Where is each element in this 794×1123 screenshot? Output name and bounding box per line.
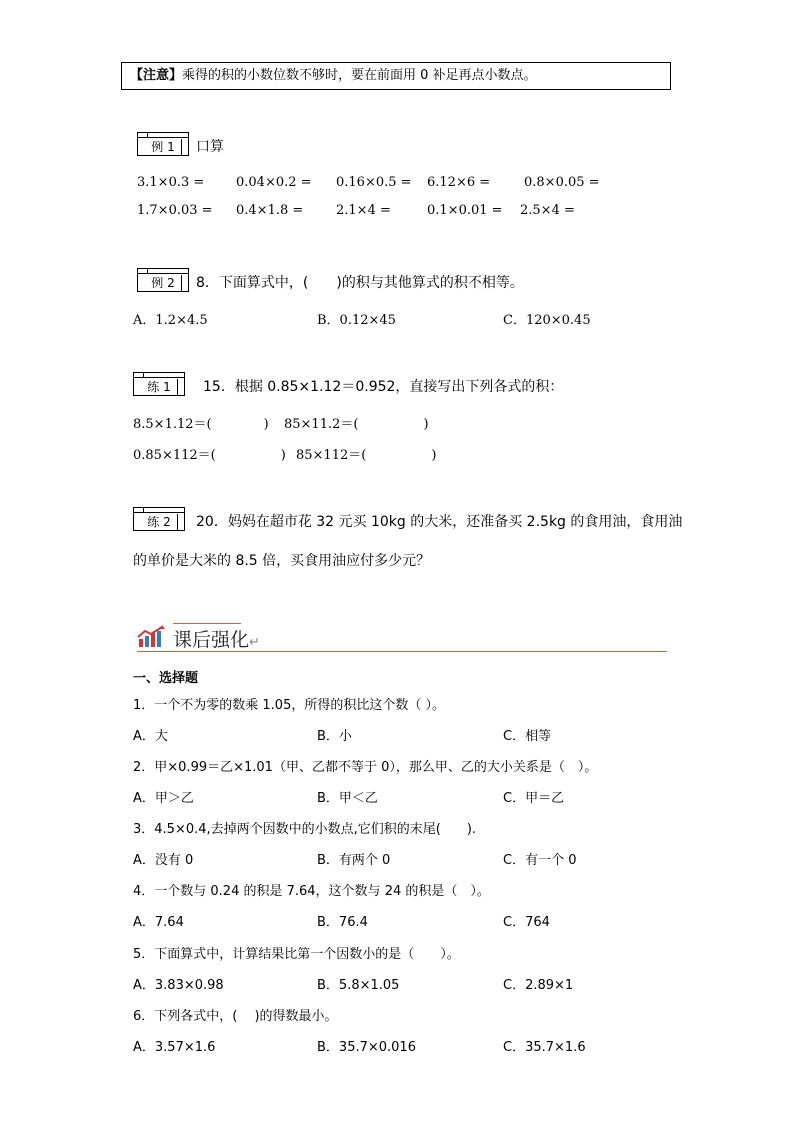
practice2-line1: 20．妈妈在超市花 32 元买 10kg 的大米，还准备买 2.5kg 的食用油，食用油 xyxy=(196,514,683,530)
example1-title: 口算 xyxy=(196,139,224,155)
return-mark: ↵ xyxy=(249,635,260,650)
practice1-line1a: 8.5×1.12＝( ) xyxy=(133,417,269,432)
practice1-line2a: 0.85×112＝( ) xyxy=(133,448,286,463)
note-text: 乘得的积的小数位数不够时，要在前面用 0 补足再点小数点。 xyxy=(182,68,537,83)
q2-option-b: B．甲＜乙 xyxy=(317,791,378,806)
example1-r2-c3: 2.1×4 = xyxy=(336,203,391,218)
example2-tag xyxy=(137,268,189,292)
practice2-tag xyxy=(133,507,185,531)
section-title xyxy=(173,625,260,652)
example1-r2-c5: 2.5×4 = xyxy=(520,203,575,218)
example1-r2-c1: 1.7×0.03 = xyxy=(137,203,213,218)
practice1-line1b: 85×11.2＝( ) xyxy=(284,417,429,432)
example1-r2-c2: 0.4×1.8 = xyxy=(236,203,304,218)
example1-r1-c3: 0.16×0.5 = xyxy=(336,175,412,190)
q3-option-c: C．有一个 0 xyxy=(503,853,577,868)
section-title-text: 课后强化 xyxy=(173,629,250,651)
example2-question: 8．下面算式中，( )的积与其他算式的积不相等。 xyxy=(196,275,524,291)
q6-option-b: B．35.7×0.016 xyxy=(317,1040,416,1055)
example1-r1-c4: 6.12×6 = xyxy=(427,175,491,190)
q3-option-a: A．没有 0 xyxy=(133,853,194,868)
q5-option-c: C．2.89×1 xyxy=(503,978,574,993)
example1-tag-label: 例 1 xyxy=(151,140,175,154)
q4-option-c: C．764 xyxy=(503,915,550,930)
example1-r1-c5: 0.8×0.05 = xyxy=(524,175,600,190)
practice1-line2b: 85×112＝( ) xyxy=(296,448,437,463)
practice1-tag-label: 练 1 xyxy=(147,380,171,394)
example2-tag-label: 例 2 xyxy=(151,276,175,290)
question-6: 6．下列各式中，( )的得数最小。 xyxy=(133,1009,338,1024)
practice1-question: 15．根据 0.85×1.12＝0.952，直接写出下列各式的积： xyxy=(203,379,564,395)
practice2-tag-label: 练 2 xyxy=(147,515,171,529)
note-box xyxy=(121,62,671,90)
question-1: 1．一个不为零的数乘 1.05，所得的积比这个数（ ）。 xyxy=(133,698,445,713)
practice1-tag xyxy=(133,372,185,396)
example1-r1-c1: 3.1×0.3 = xyxy=(137,175,205,190)
question-5: 5．下面算式中，计算结果比第一个因数小的是（ ）。 xyxy=(133,947,460,962)
note-label: 【注意】 xyxy=(130,68,183,83)
q3-option-b: B．有两个 0 xyxy=(317,853,391,868)
q1-option-b: B．小 xyxy=(317,729,352,744)
example2-option-b: B．0.12×45 xyxy=(317,313,396,328)
example2-option-c: C．120×0.45 xyxy=(503,313,591,328)
example1-tag xyxy=(137,132,189,156)
q1-option-a: A．大 xyxy=(133,729,168,744)
q2-option-a: A．甲＞乙 xyxy=(133,791,194,806)
example2-option-a: A．1.2×4.5 xyxy=(133,313,208,328)
q5-option-b: B．5.8×1.05 xyxy=(317,978,400,993)
question-4: 4．一个数与 0.24 的积是 7.64，这个数与 24 的积是（ ）。 xyxy=(133,884,490,899)
section-heading xyxy=(137,623,667,652)
example1-r2-c4: 0.1×0.01 = xyxy=(427,203,503,218)
choice-heading: 一、选择题 xyxy=(133,671,199,686)
q1-option-c: C．相等 xyxy=(503,729,552,744)
q5-option-a: A．3.83×0.98 xyxy=(133,978,224,993)
example1-r1-c2: 0.04×0.2 = xyxy=(236,175,312,190)
q6-option-c: C．35.7×1.6 xyxy=(503,1040,586,1055)
chart-growth-icon xyxy=(137,625,167,649)
q4-option-a: A．7.64 xyxy=(133,915,184,930)
q4-option-b: B．76.4 xyxy=(317,915,368,930)
q6-option-a: A．3.57×1.6 xyxy=(133,1040,216,1055)
question-2: 2．甲×0.99＝乙×1.01（甲、乙都不等于 0），那么甲、乙的大小关系是（ ）。 xyxy=(133,760,598,775)
practice2-line2: 的单价是大米的 8.5 倍，买食用油应付多少元？ xyxy=(133,553,431,569)
question-3: 3．4.5×0.4,去掉两个因数中的小数点,它们积的末尾( ). xyxy=(133,822,477,837)
q2-option-c: C．甲＝乙 xyxy=(503,791,565,806)
